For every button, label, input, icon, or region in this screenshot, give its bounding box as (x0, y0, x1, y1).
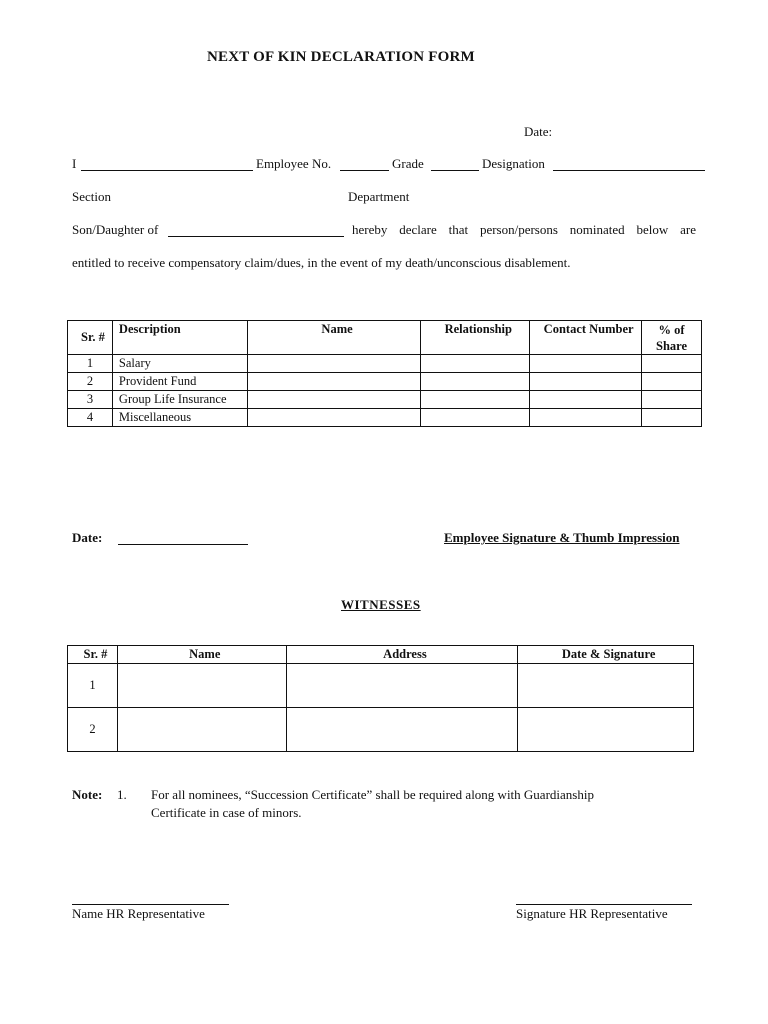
col-name: Name (247, 321, 421, 355)
declaration-text-line2: entitled to receive compensatory claim/dues, in the event of my death/unconscious disablement. (72, 255, 571, 270)
designation-label: Designation (482, 156, 545, 171)
hr-signature-line[interactable] (516, 904, 692, 905)
row-description: Miscellaneous (112, 409, 247, 427)
row-share-cell[interactable] (642, 391, 702, 409)
col-name: Name (117, 646, 286, 664)
col-share: % of Share (642, 321, 702, 355)
witness-address-cell[interactable] (286, 664, 518, 708)
row-contact-cell[interactable] (530, 355, 642, 373)
row-share-cell[interactable] (642, 355, 702, 373)
declaration-text: hereby declare that person/persons nominated below are (352, 222, 696, 237)
row-relationship-cell[interactable] (421, 355, 530, 373)
col-contact-number: Contact Number (530, 321, 642, 355)
row-description: Provident Fund (112, 373, 247, 391)
row-sr: 1 (68, 355, 113, 373)
witness-signature-cell[interactable] (518, 708, 694, 752)
hr-name-label: Name HR Representative (72, 906, 205, 921)
row-description: Salary (112, 355, 247, 373)
row-share-cell[interactable] (642, 409, 702, 427)
son-daughter-label: Son/Daughter of (72, 222, 159, 237)
department-label: Department (348, 189, 410, 204)
employee-signature-label: Employee Signature & Thumb Impression (444, 530, 680, 545)
signature-date-blank[interactable] (118, 544, 248, 545)
col-description: Description (112, 321, 247, 355)
section-label: Section (72, 189, 111, 204)
row-contact-cell[interactable] (530, 391, 642, 409)
employee-no-label: Employee No. (256, 156, 332, 171)
col-address: Address (286, 646, 518, 664)
witnesses-table-header (68, 646, 694, 664)
signature-date-label: Date: (72, 530, 103, 545)
form-title: NEXT OF KIN DECLARATION FORM (207, 49, 475, 65)
witness-signature-cell[interactable] (518, 664, 694, 708)
row-relationship-cell[interactable] (421, 409, 530, 427)
witness-name-cell[interactable] (117, 664, 286, 708)
parent-name-blank[interactable] (168, 236, 344, 237)
table-row (68, 708, 694, 752)
row-sr: 3 (68, 391, 113, 409)
table-row (68, 409, 702, 427)
note-label: Note: (72, 787, 103, 802)
row-contact-cell[interactable] (530, 409, 642, 427)
row-contact-cell[interactable] (530, 373, 642, 391)
row-share-cell[interactable] (642, 373, 702, 391)
note-number: 1. (117, 787, 127, 802)
table-row (68, 355, 702, 373)
table-row (68, 373, 702, 391)
table-row (68, 391, 702, 409)
row-relationship-cell[interactable] (421, 373, 530, 391)
name-blank[interactable] (81, 170, 253, 171)
col-sr: Sr. # (68, 321, 113, 355)
grade-label: Grade (392, 156, 424, 171)
witness-sr: 1 (68, 664, 118, 708)
note-text-line2: Certificate in case of minors. (151, 805, 302, 820)
row-description: Group Life Insurance (112, 391, 247, 409)
nominee-table-header (68, 321, 702, 355)
witness-name-cell[interactable] (117, 708, 286, 752)
hr-name-line[interactable] (72, 904, 229, 905)
col-date-signature: Date & Signature (518, 646, 694, 664)
date-label: Date: (524, 124, 553, 139)
note-text-line1: For all nominees, “Succession Certificate” shall be required along with Guardianship (151, 787, 594, 802)
designation-blank[interactable] (553, 170, 705, 171)
col-relationship: Relationship (421, 321, 530, 355)
table-row (68, 664, 694, 708)
i-label: I (72, 156, 77, 171)
row-relationship-cell[interactable] (421, 391, 530, 409)
grade-blank[interactable] (431, 170, 479, 171)
row-sr: 2 (68, 373, 113, 391)
witnesses-table (67, 645, 694, 752)
witness-address-cell[interactable] (286, 708, 518, 752)
employee-no-blank[interactable] (340, 170, 389, 171)
row-name-cell[interactable] (247, 373, 421, 391)
row-name-cell[interactable] (247, 409, 421, 427)
witnesses-heading: WITNESSES (341, 597, 421, 612)
hr-signature-label: Signature HR Representative (516, 906, 668, 921)
row-name-cell[interactable] (247, 355, 421, 373)
row-sr: 4 (68, 409, 113, 427)
row-name-cell[interactable] (247, 391, 421, 409)
nominee-table (67, 320, 702, 427)
col-sr: Sr. # (68, 646, 118, 664)
witness-sr: 2 (68, 708, 118, 752)
